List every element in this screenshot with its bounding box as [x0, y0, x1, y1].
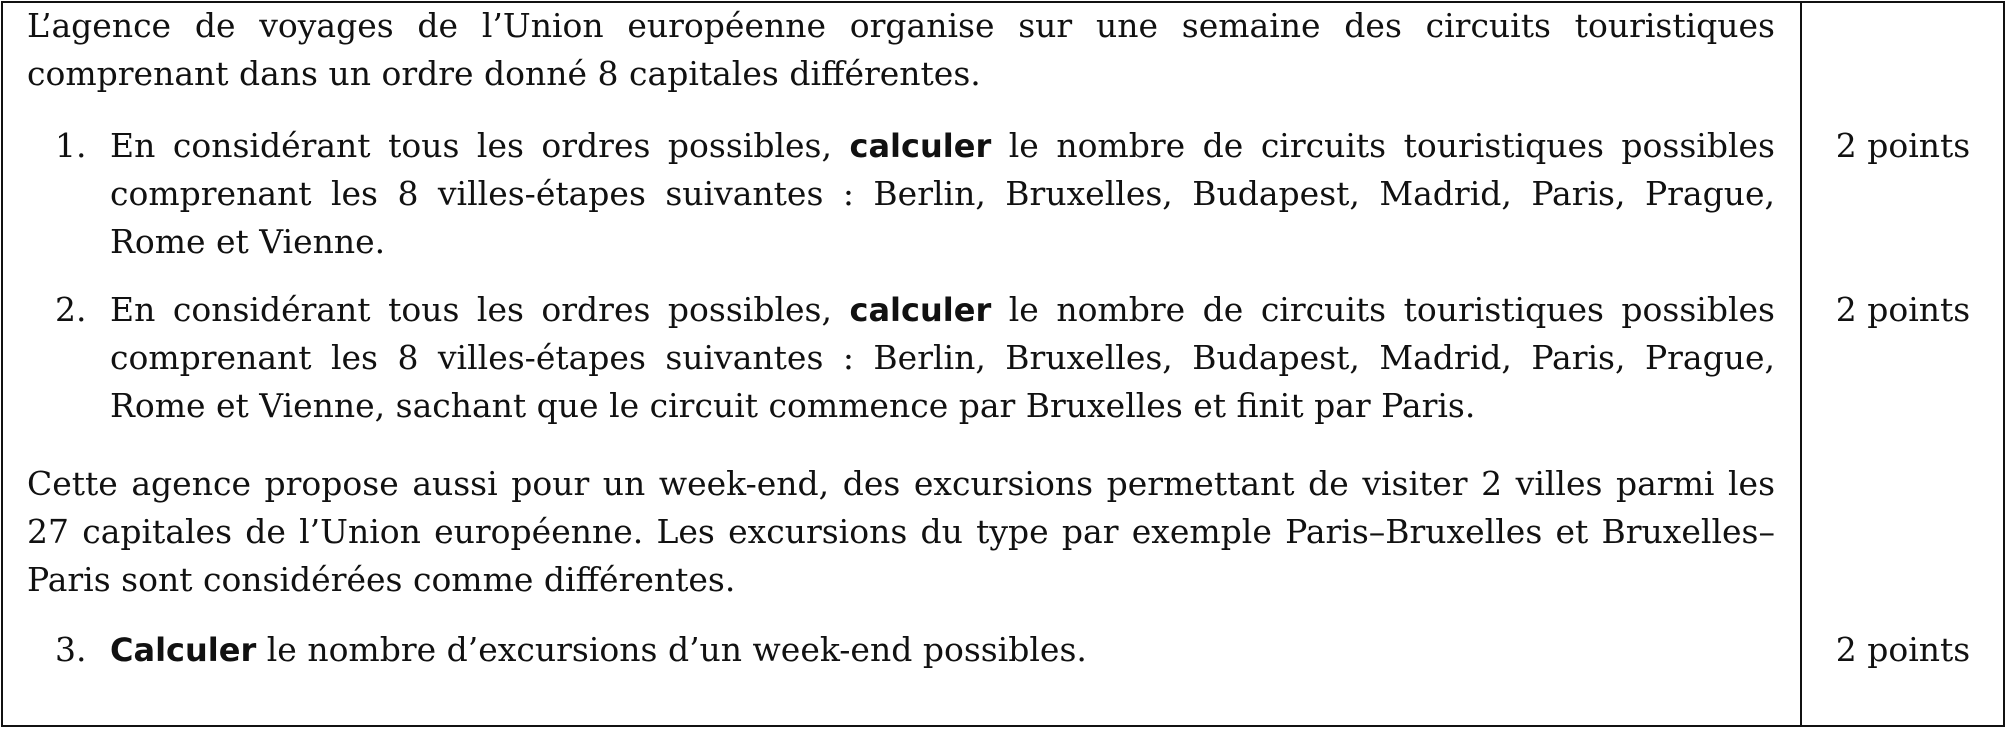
- middle-paragraph: Cette agence propose aussi pour un week-end, des excursions permettant de visiter 2 villes parmi les 27 capitales de l’Union européenne. Les excursions du type par exemple Paris–Bruxelles et Bruxelles–Paris sont considérées comme différentes.: [27, 464, 1775, 599]
- points-2: 2 points: [1835, 290, 1971, 329]
- question-text: En considérant tous les ordres possibles, calculer le nombre de circuits touristiques possibles comprenant les 8 villes-étapes suivantes : Berlin, Bruxelles, Budapest, Madrid, Paris, Prague, Rome et Vienne, sachant que le circuit commence par Bruxelles et finit par Paris.: [110, 290, 1775, 425]
- question-number: 1.: [55, 126, 87, 165]
- question-text: Calculer le nombre d’excursions d’un week-end possibles.: [110, 630, 1087, 669]
- instruction-verb: calculer: [849, 127, 992, 165]
- instruction-verb: Calculer: [110, 631, 257, 669]
- instruction-verb: calculer: [849, 291, 992, 329]
- column-divider: [1800, 1, 1802, 727]
- points-1: 2 points: [1835, 126, 1971, 165]
- points-3: 2 points: [1835, 630, 1971, 669]
- question-number: 2.: [55, 290, 87, 329]
- intro-paragraph: L’agence de voyages de l’Union européenne organise sur une semaine des circuits touristiques comprenant dans un ordre donné 8 capitales différentes.: [27, 6, 1775, 93]
- question-number: 3.: [55, 630, 87, 669]
- question-text: En considérant tous les ordres possibles, calculer le nombre de circuits touristiques possibles comprenant les 8 villes-étapes suivantes : Berlin, Bruxelles, Budapest, Madrid, Paris, Prague, Rome et Vienne.: [110, 126, 1775, 261]
